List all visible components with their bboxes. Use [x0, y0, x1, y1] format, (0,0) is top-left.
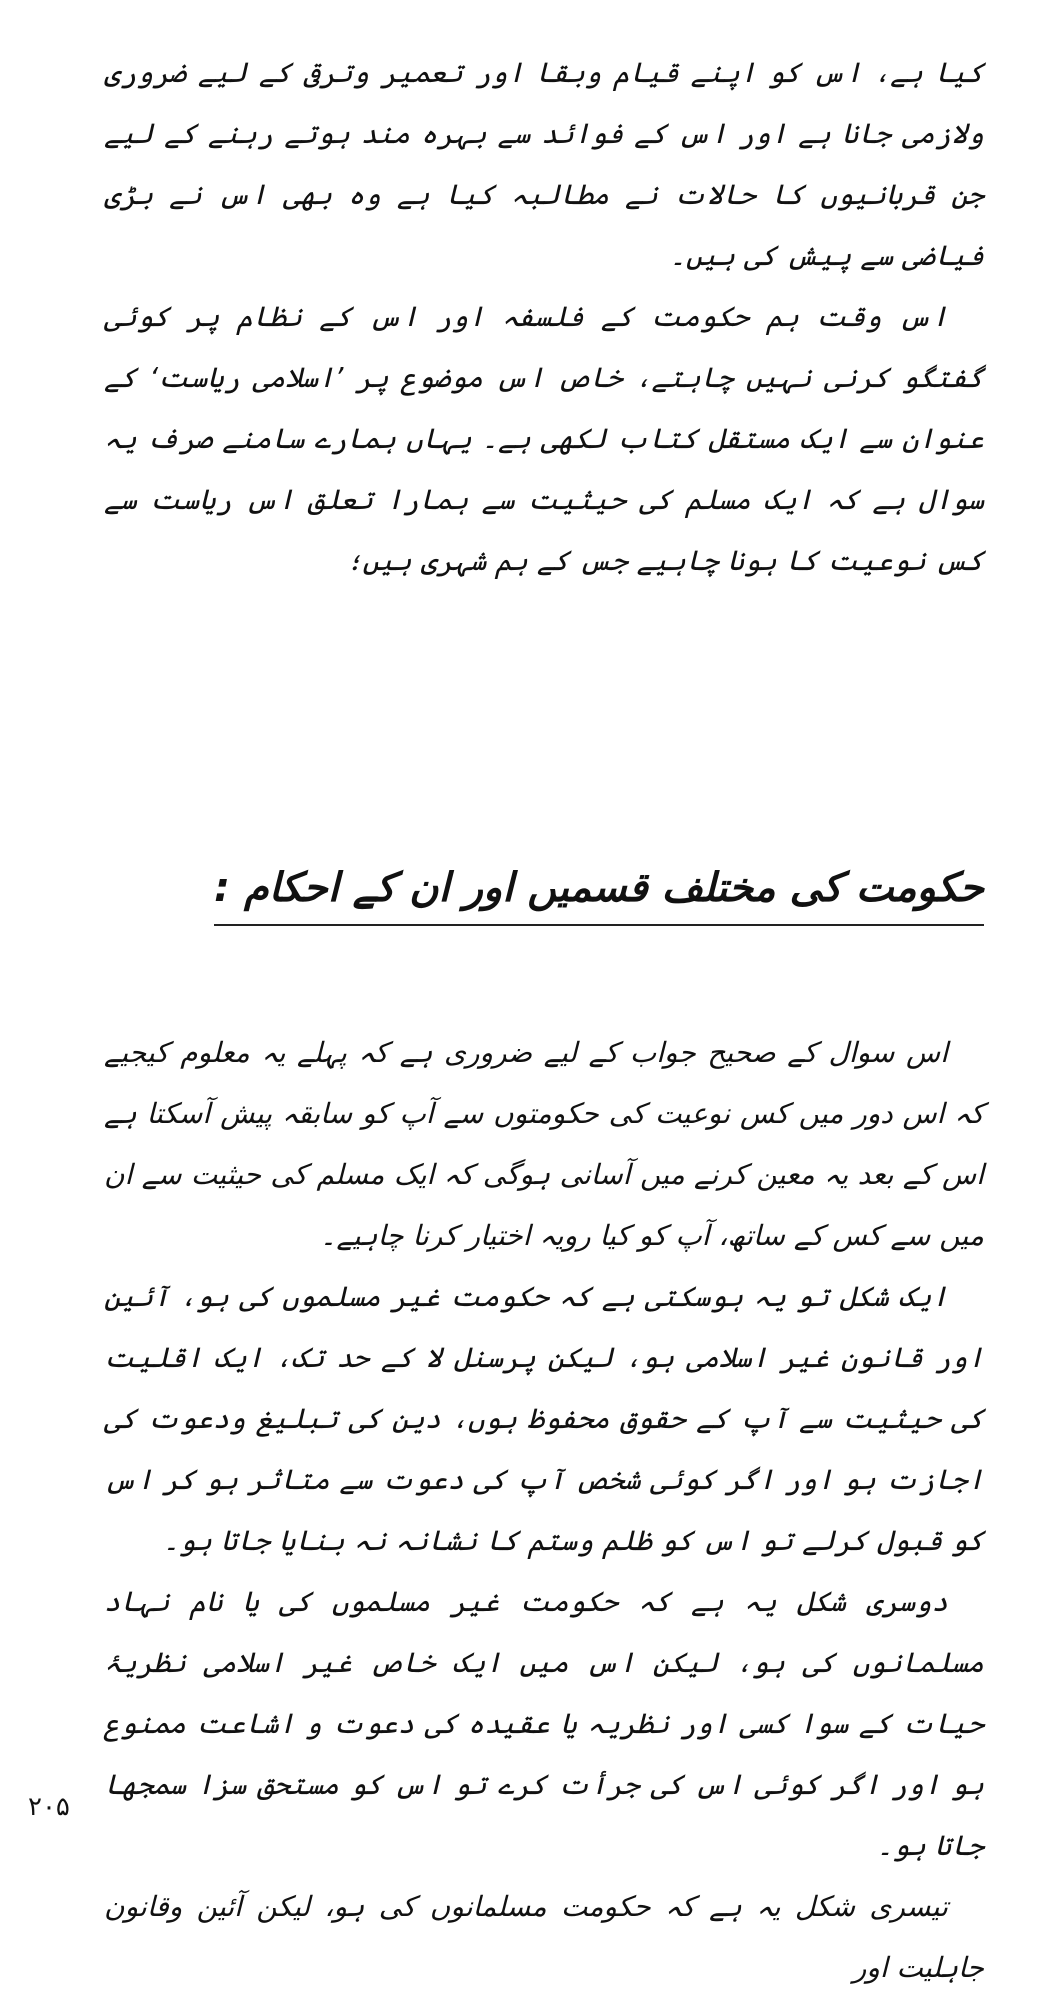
page-number: ۲۰۵ [28, 1792, 70, 1822]
paragraph-4: ایک شکل تو یہ ہوسکتی ہے کہ حکومت غیر مسلموں کی ہو، آئین اور قانون غیر اسلامی ہو، لیکن پرسنل لا کے حد تک، ایک اقلیت کی حیثیت سے آپ کے حقوق محفوظ ہوں، دین کی تبلیغ ودعوت کی اجازت ہو اور اگر کوئی شخص آپ کی دعوت سے متاثر ہو کر اس کو قبول کرلے تو اس کو ظلم وستم کا نشانہ نہ بنایا جاتا ہو۔ [104, 1280, 984, 1557]
section-heading-wrap [214, 858, 984, 926]
paragraph-5: دوسری شکل یہ ہے کہ حکومت غیر مسلموں کی یا نام نہاد مسلمانوں کی ہو، لیکن اس میں ایک خاص غیر اسلامی نظریۂ حیات کے سوا کسی اور نظریہ یا عقیدہ کی دعوت و اشاعت ممنوع ہو اور اگر کوئی اس کی جرأت کرے تو اس کو مستحق سزا سمجھا جاتا ہو۔ [104, 1585, 984, 1862]
top-text-block [104, 42, 984, 591]
paragraph-2: اس وقت ہم حکومت کے فلسفہ اور اس کے نظام پر کوئی گفتگو کرنی نہیں چاہتے، خاص اس موضوع پر ’اسلامی ریاست‘ کے عنوان سے ایک مستقل کتاب لکھی ہے۔ یہاں ہمارے سامنے صرف یہ سوال ہے کہ ایک مسلم کی حیثیت سے ہمارا تعلق اس ریاست سے کس نوعیت کا ہونا چاہیے جس کے ہم شہری ہیں؛ [104, 300, 984, 577]
paragraph-3: اس سوال کے صحیح جواب کے لیے ضروری ہے کہ پہلے یہ معلوم کیجیے کہ اس دور میں کس نوعیت کی حکومتوں سے آپ کو سابقہ پیش آسکتا ہے اس کے بعد یہ معین کرنے میں آسانی ہوگی کہ ایک مسلم کی حیثیت سے ان میں سے کس کے ساتھ، آپ کو کیا رویہ اختیار کرنا چاہیے۔ [104, 1036, 984, 1252]
bottom-text-block [104, 1022, 984, 1998]
paragraph-1: کیا ہے، اس کو اپنے قیام وبقا اور تعمیر وترقی کے لیے ضروری ولازمی جانا ہے اور اس کے فوائد سے بہرہ مند ہوتے رہنے کے لیے جن قربانیوں کا حالات نے مطالبہ کیا ہے وہ بھی اس نے بڑی فیاضی سے پیش کی ہیں۔ [104, 56, 984, 272]
section-heading: حکومت کی مختلف قسمیں اور ان کے احکام : [214, 858, 984, 926]
paragraph-6: تیسری شکل یہ ہے کہ حکومت مسلمانوں کی ہو، لیکن آئین وقانون جاہلیت اور [104, 1890, 984, 1984]
